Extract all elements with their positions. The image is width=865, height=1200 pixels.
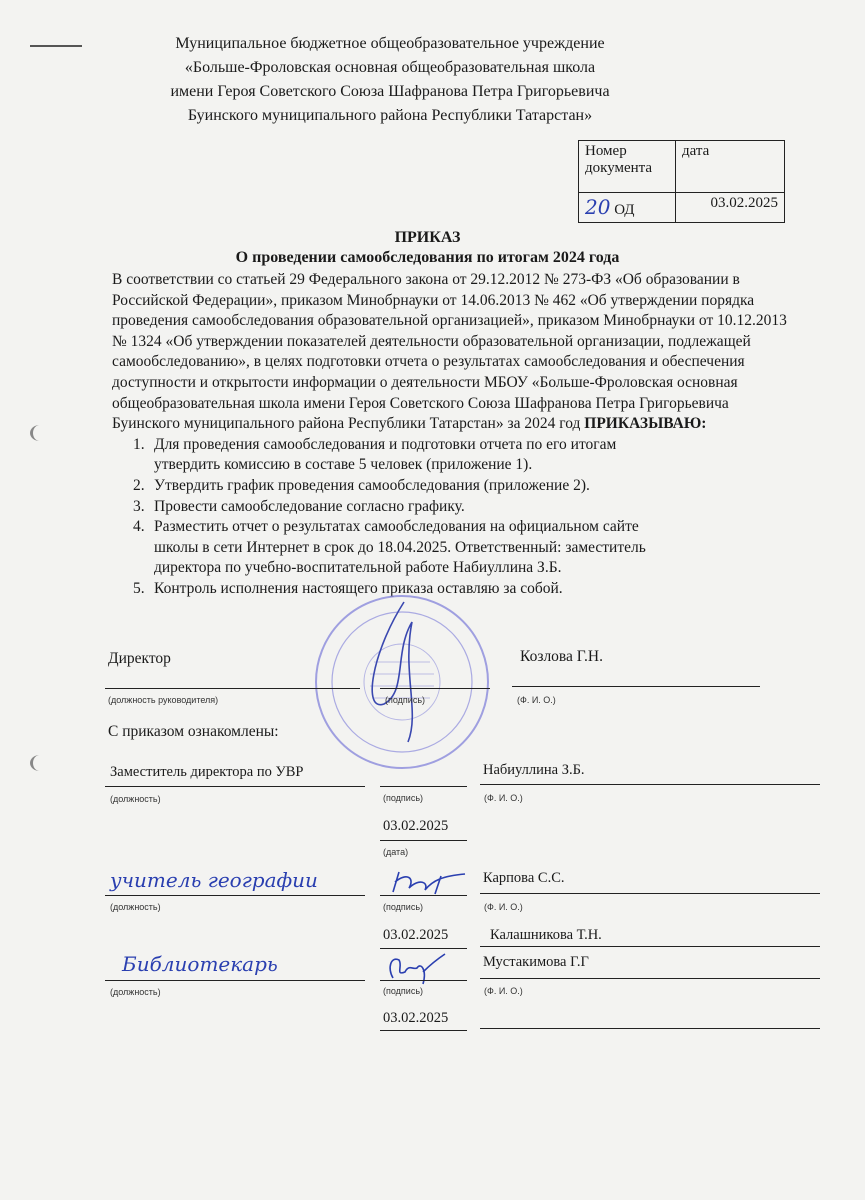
doc-number-suffix: ОД [614, 202, 635, 218]
acq3-position-caption: (должность) [110, 987, 161, 997]
order-items-list [112, 435, 682, 600]
item-text: Разместить отчет о результатах самообследования на официальном сайте школы в сети Интернет в срок до 18.04.2025. Ответственный: заместитель директора по учебно-воспитательной работе Набиуллина З.Б. [154, 518, 646, 577]
org-header-line-1: Муниципальное бюджетное общеобразовательное учреждение [175, 35, 605, 52]
item-text: Контроль исполнения настоящего приказа оставляю за собой. [154, 579, 563, 597]
acq2-signature [385, 868, 470, 898]
item-text: Провести самообследование согласно графику. [154, 497, 465, 515]
acq2-position-handwritten: учитель географии [110, 868, 318, 892]
org-header-line-3: имени Героя Советского Союза Шафранова Петра Григорьевича [170, 83, 610, 100]
acq1-name: Набиуллина З.Б. [483, 762, 585, 778]
official-stamp [312, 592, 492, 772]
acq1-date-caption: (дата) [383, 847, 409, 857]
doc-number-header: Номер документа [579, 141, 676, 193]
list-item [112, 497, 682, 518]
acquainted-label: С приказом ознакомлены: [108, 723, 279, 740]
preamble-paragraph [112, 270, 792, 435]
acq1-position-caption: (должность) [110, 794, 161, 804]
acq2-date: 03.02.2025 [383, 927, 449, 943]
acq3-name: Мустакимова Г.Г [483, 954, 589, 970]
director-name-caption: (Ф. И. О.) [517, 695, 556, 705]
acq3-signature-caption: (подпись) [383, 986, 424, 996]
item-number: 1. [133, 435, 145, 453]
director-signature-caption: (подпись) [385, 695, 426, 705]
item-text: Для проведения самообследования и подготовки отчета по его итогам утвердить комиссию в составе 5 человек (приложение 1). [154, 435, 617, 474]
acq3-position-handwritten: Библиотекарь [122, 952, 278, 976]
list-item [112, 435, 682, 476]
document-number-table [578, 140, 785, 223]
punch-hole-mark [30, 425, 49, 441]
acq3-date: 03.02.2025 [383, 1010, 449, 1026]
item-number: 2. [133, 476, 145, 494]
director-signature [372, 602, 412, 742]
acq2-name-caption: (Ф. И. О.) [484, 902, 523, 912]
doc-date-header: дата [676, 141, 785, 193]
acq1-signature-caption: (подпись) [383, 793, 424, 803]
org-header-line-2: «Больше-Фроловская основная общеобразовательная школа [184, 59, 596, 76]
director-position-caption: (должность руководителя) [108, 695, 219, 705]
doc-date-cell: 03.02.2025 [676, 193, 785, 223]
list-item [112, 476, 682, 497]
order-word: ПРИКАЗЫВАЮ: [584, 415, 707, 433]
preamble-text: В соответствии со статьей 29 Федерального закона от 29.12.2012 № 273-ФЗ «Об образовании в Российской Федерации», приказом Минобрнауки от 14.06.2013 № 462 «Об утверждении порядка проведения самообследования образовательной организацией», приказом Минобрнауки от 10.12.2013 № 1324 «Об утверждении показателей деятельности образовательной организации, подлежащей самообследованию», в целях подготовки отчета о результатах самообследования и обеспечения доступности и открытости информации о деятельности МБОУ «Больше-Фроловская основная общеобразовательная школа имени Героя Советского Союза Шафранова Петра Григорьевича Буинского муниципального района Республики Татарстан» за 2024 год [112, 271, 787, 433]
page-title: ПРИКАЗ [394, 229, 461, 246]
acq1-date: 03.02.2025 [383, 818, 449, 834]
acq3-name-caption: (Ф. И. О.) [484, 986, 523, 996]
item-number: 4. [133, 518, 145, 536]
item-text: Утвердить график проведения самообследования (приложение 2). [154, 476, 590, 494]
page-subtitle: О проведении самообследования по итогам 2024 года [235, 249, 620, 266]
item-number: 5. [133, 579, 145, 597]
acq1-position: Заместитель директора по УВР [110, 764, 304, 780]
order-body [112, 270, 842, 600]
doc-number-handwritten: 20 [585, 195, 611, 219]
acq2-name: Карпова С.С. [483, 870, 565, 886]
org-header-line-4: Буинского муниципального района Республики Татарстан» [187, 107, 593, 124]
acq2-signature-caption: (подпись) [383, 902, 424, 912]
director-name: Козлова Г.Н. [520, 648, 603, 665]
list-item [112, 517, 682, 579]
acq1-name-caption: (Ф. И. О.) [484, 793, 523, 803]
acq2-name2: Калашникова Т.Н. [490, 927, 602, 943]
item-number: 3. [133, 497, 145, 515]
doc-number-cell [579, 193, 676, 223]
acq2-position-caption: (должность) [110, 902, 161, 912]
director-position: Директор [108, 650, 171, 667]
punch-hole-mark [30, 755, 49, 771]
